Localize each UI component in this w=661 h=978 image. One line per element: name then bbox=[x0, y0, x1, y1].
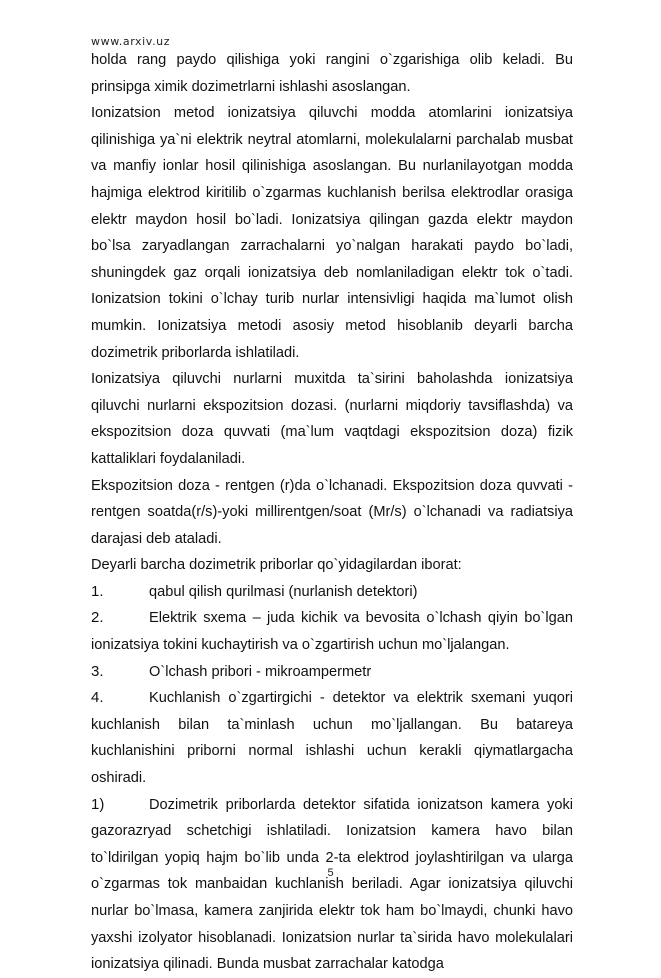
list-item bbox=[91, 579, 573, 606]
list-item bbox=[91, 792, 573, 978]
document-body bbox=[91, 47, 573, 978]
list-number: 1. bbox=[91, 582, 104, 600]
list-item bbox=[91, 605, 573, 658]
list-text: Kuchlanish o`zgartirgichi - detektor va elektrik sxemani yuqori kuchlanish bilan ta`minlash uchun mo`ljallangan. Bu batareya kuchlanishini priborni normal ishlashi uchun kerakli qiymatlargacha oshiradi. bbox=[91, 690, 573, 787]
list-text: O`lchash pribori - mikroampermetr bbox=[149, 663, 372, 680]
list-text: Dozimetrik priborlarda detektor sifatida ionizatson kamera yoki gazorazryad schetchigi ishlatiladi. Ionizatsion kamera havo bilan to`ldirilgan yopiq hajm bo`lib unda 2-ta elektrod joylashtirilgan va ularga o`zgarmas tok manbaidan kuchlanish beriladi. Agar ionizatsiya qiluvchi nurlar bo`lmasa, kamera zanjirida elektr tok ham bo`lmaydi, chunki havo yaxshi izolyator hisoblanadi. Ionizatsion nurlar ta`sirida havo molekulalari ionizatsiya qilinadi. Bunda musbat zarrachalar katodga bbox=[91, 796, 573, 973]
paragraph: Ekspozitsion doza - rentgen (r)da o`lchanadi. Ekspozitsion doza quvvati - rentgen soatda(r/s)-yoki millirentgen/soat (Mr/s) o`lchanadi va radiatsiya darajasi deb ataladi. bbox=[91, 477, 573, 547]
list-text: Elektrik sxema – juda kichik va bevosita o`lchash qiyin bo`lgan ionizatsiya tokini kuchaytirish va o`zgartirish uchun mo`ljalangan. bbox=[91, 610, 573, 654]
paragraph: Deyarli barcha dozimetrik priborlar qo`yidagilardan iborat: bbox=[91, 557, 462, 574]
page-number: 5 bbox=[327, 867, 334, 879]
list-number: 3. bbox=[91, 662, 104, 680]
list-item bbox=[91, 685, 573, 791]
paragraph: holda rang paydo qilishiga yoki rangini o`zgarishiga olib keladi. Bu prinsipga ximik dozimetrlarni ishlashi asoslangan. bbox=[91, 52, 573, 95]
list-item bbox=[91, 659, 573, 686]
list-number: 1) bbox=[91, 795, 105, 813]
site-watermark: www.arxiv.uz bbox=[91, 35, 171, 48]
paragraph: Ionizatsion metod ionizatsiya qiluvchi modda atomlarini ionizatsiya qilinishiga ya`ni elektrik neytral atomlarni, molekulalarni parchalab musbat va manfiy ionlar hosil qilinishiga asoslangan. Bu nurlanilayotgan modda hajmiga elektrod kiritilib o`zgarmas kuchlanish berilsa elektrodlar orasiga elektr maydon hosil bo`ladi. Ionizatsiya qilingan gazda elektr maydon bo`lsa zaryadlangan zarrachalarni yo`nalgan harakati paydo bo`ladi, shuningdek gaz orqali ionizatsiya deb nomlaniladigan elektr tok o`tadi. Ionizatsion tokini o`lchay turib nurlar intensivligi haqida ma`lumot olish mumkin. Ionizatsiya metodi asosiy metod hisoblanib deyarli barcha dozimetrik priborlarda ishlatiladi. bbox=[91, 105, 573, 361]
paragraph: Ionizatsiya qiluvchi nurlarni muxitda ta`sirini baholashda ionizatsiya qiluvchi nurlarni ekspozitsion dozasi. (nurlarni miqdoriy tavsiflashda) va ekspozitsion doza quvvati (ma`lum vaqtdagi ekspozitsion doza) fizik kattaliklari foydalaniladi. bbox=[91, 371, 573, 467]
list-number: 4. bbox=[91, 689, 104, 707]
list-text: qabul qilish qurilmasi (nurlanish detektori) bbox=[149, 583, 418, 600]
list-number: 2. bbox=[91, 609, 104, 627]
